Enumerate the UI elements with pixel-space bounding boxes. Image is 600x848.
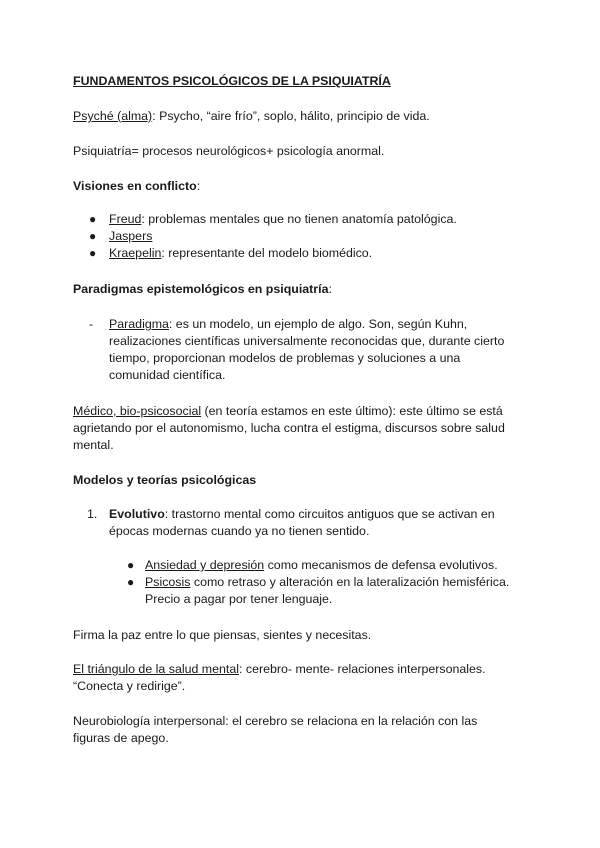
triangulo-paragraph: El triángulo de la salud mental: cerebro- mente- relaciones interpersonales. “Conecta y redirige”. bbox=[73, 662, 486, 693]
bullet-icon: ● bbox=[89, 229, 97, 243]
bullet-icon: ● bbox=[127, 558, 135, 572]
modelos-sub-list bbox=[73, 557, 523, 608]
modelos-heading: Modelos y teorías psicológicas bbox=[73, 473, 257, 487]
document-title: FUNDAMENTOS PSICOLÓGICOS DE LA PSIQUIATRÍA bbox=[73, 74, 391, 88]
visiones-list bbox=[73, 211, 533, 262]
paradigmas-heading: Paradigmas epistemológicos en psiquiatría: bbox=[73, 282, 332, 296]
list-item: ● Freud: problemas mentales que no tienen anatomía patológica. bbox=[89, 212, 457, 226]
list-item: 1. Evolutivo: trastorno mental como circuitos antiguos que se activan en épocas modernas cuando ya no tienen sentido. bbox=[87, 507, 495, 538]
list-item: ● Jaspers bbox=[89, 229, 153, 243]
list-item: ● Kraepelin: representante del modelo biomédico. bbox=[89, 246, 373, 260]
visiones-heading: Visiones en conflicto: bbox=[73, 179, 201, 193]
bullet-icon: ● bbox=[89, 212, 97, 226]
bullet-icon: ● bbox=[89, 246, 97, 260]
firma-paragraph: Firma la paz entre lo que piensas, sientes y necesitas. bbox=[73, 628, 372, 642]
psyche-term: Psyché (alma) bbox=[73, 109, 153, 123]
list-item: ● Psicosis como retraso y alteración en la lateralización hemisférica. Precio a pagar por tener lenguaje. bbox=[127, 575, 510, 606]
psyche-paragraph: Psyché (alma): Psycho, “aire frío”, soplo, hálito, principio de vida. bbox=[73, 109, 430, 123]
paradigmas-list bbox=[73, 316, 513, 384]
list-item: - Paradigma: es un modelo, un ejemplo de algo. Son, según Kuhn, realizaciones científicas universalmente reconocidas que, durante cierto tiempo, proporcionan modelos de problemas y soluciones a una comunidad científica. bbox=[89, 317, 505, 382]
dash-icon: - bbox=[89, 317, 94, 331]
neuro-paragraph: Neurobiología interpersonal: el cerebro se relaciona en la relación con las figuras de apego. bbox=[73, 714, 478, 745]
bullet-icon: ● bbox=[127, 575, 135, 589]
modelos-numbered-list bbox=[73, 506, 523, 540]
psiquiatria-paragraph: Psiquiatría= procesos neurológicos+ psicología anormal. bbox=[73, 144, 385, 158]
list-item: ● Ansiedad y depresión como mecanismos de defensa evolutivos. bbox=[127, 558, 498, 572]
medico-paragraph: Médico, bio-psicosocial (en teoría estamos en este último): este último se está agrietando por el autonomismo, lucha contra el estigma, discursos sobre salud mental. bbox=[73, 404, 505, 452]
